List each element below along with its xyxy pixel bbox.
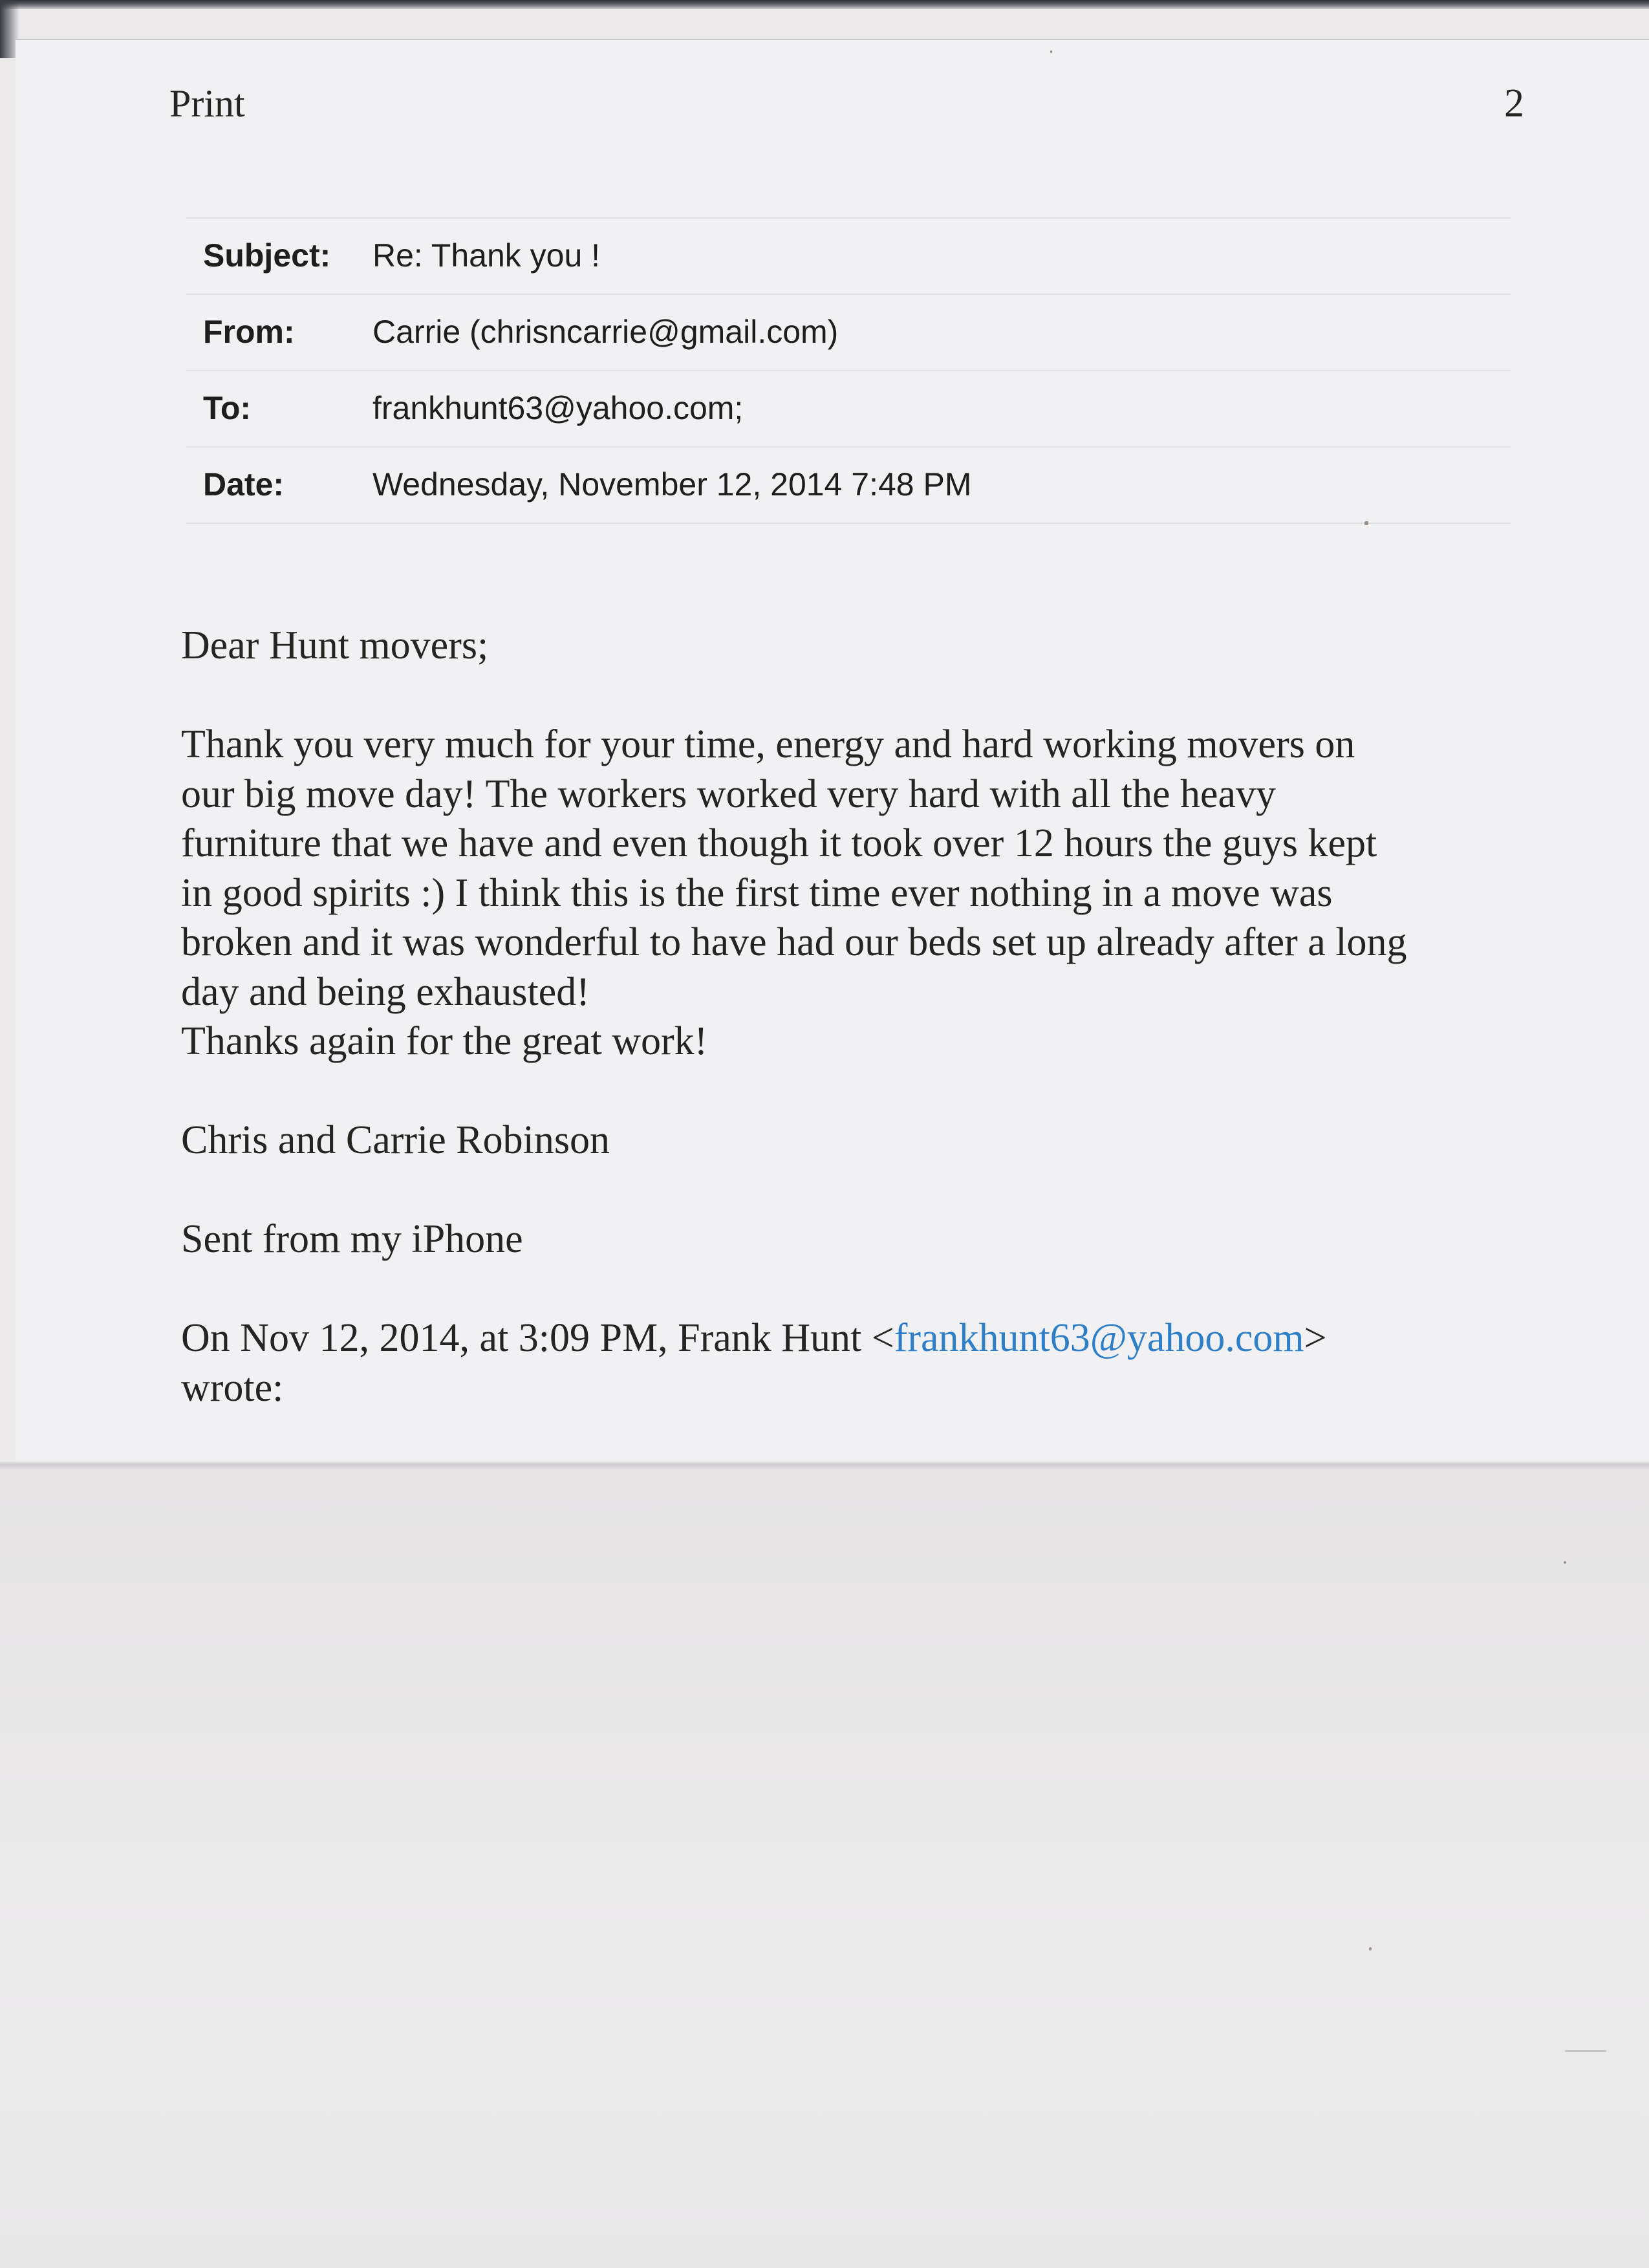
scan-edge bbox=[0, 0, 1649, 9]
quote-intro-prefix: On Nov 12, 2014, at 3:09 PM, Frank Hunt < bbox=[181, 1316, 894, 1360]
dust-speck bbox=[1369, 1947, 1372, 1950]
quote-intro-suffix: > bbox=[1304, 1316, 1327, 1360]
email-body bbox=[181, 621, 1513, 1412]
date-value: Wednesday, November 12, 2014 7:48 PM bbox=[372, 466, 972, 502]
spacer bbox=[181, 1066, 1513, 1116]
paragraph-line: our big move day! The workers worked very hard with all the heavy bbox=[181, 772, 1277, 816]
to-label: To: bbox=[203, 390, 252, 426]
from-label: From: bbox=[203, 314, 295, 350]
dust-speck bbox=[1050, 50, 1052, 53]
spacer bbox=[181, 1165, 1513, 1215]
paragraph-line: day and being exhausted! bbox=[181, 969, 590, 1014]
thanks-line: Thanks again for the great work! bbox=[181, 1019, 708, 1063]
quote-intro-wrote: wrote: bbox=[181, 1365, 284, 1410]
from-value: Carrie (chrisncarrie@gmail.com) bbox=[372, 314, 839, 350]
dust-speck bbox=[1364, 521, 1368, 525]
spacer bbox=[181, 1264, 1513, 1314]
paragraph-line: furniture that we have and even though it took over 12 hours the guys kept bbox=[181, 821, 1377, 865]
page-number: 2 bbox=[1504, 81, 1524, 125]
paragraph-line: Thank you very much for your time, energy and hard working movers on bbox=[181, 722, 1355, 766]
subject-label: Subject: bbox=[203, 237, 331, 274]
paragraph-line: in good spirits :) I think this is the first time ever nothing in a move was bbox=[181, 870, 1333, 915]
signature: Chris and Carrie Robinson bbox=[181, 1118, 610, 1162]
dust-speck bbox=[1564, 1561, 1566, 1564]
blank-lower-sheet bbox=[0, 1469, 1649, 2268]
subject-value: Re: Thank you ! bbox=[372, 237, 601, 274]
greeting: Dear Hunt movers; bbox=[181, 623, 489, 667]
subject-row bbox=[186, 219, 1511, 295]
quote-intro bbox=[181, 1313, 1513, 1363]
dust-speck bbox=[1565, 2050, 1606, 2052]
paragraph-line: broken and it was wonderful to have had our beds set up already after a long bbox=[181, 920, 1407, 964]
email-header-table bbox=[186, 217, 1511, 524]
spacer bbox=[181, 671, 1513, 720]
quoted-email-link[interactable]: frankhunt63@yahoo.com bbox=[894, 1316, 1304, 1360]
to-row bbox=[186, 371, 1511, 448]
date-row bbox=[186, 448, 1511, 524]
print-label: Print bbox=[169, 82, 245, 125]
date-label: Date: bbox=[203, 466, 285, 502]
paper-fold bbox=[0, 1460, 1649, 1469]
to-value: frankhunt63@yahoo.com; bbox=[372, 390, 744, 426]
sent-from: Sent from my iPhone bbox=[181, 1217, 523, 1261]
from-row bbox=[186, 295, 1511, 371]
